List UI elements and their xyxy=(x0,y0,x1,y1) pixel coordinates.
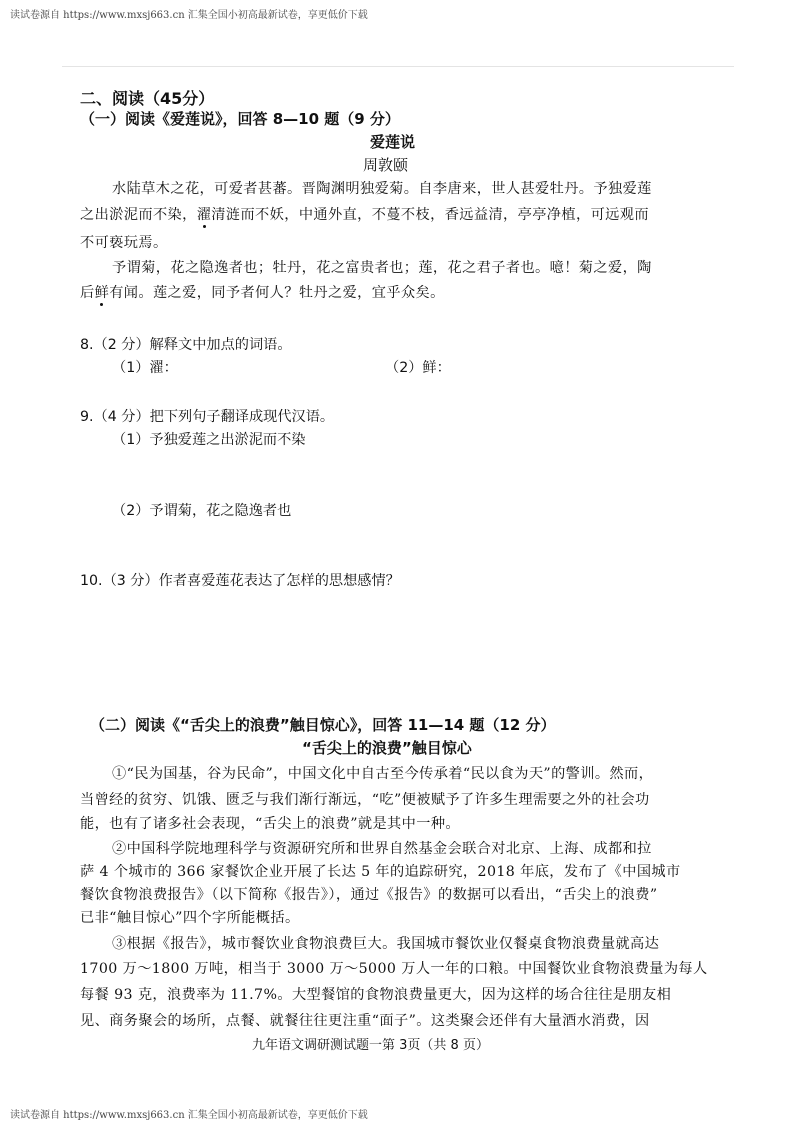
header-divider xyxy=(62,66,734,67)
poem-title: 爱莲说 xyxy=(370,133,416,151)
poem-para1-line2 xyxy=(80,204,649,224)
article-line: 每餐 93 克，浪费率为 11.7%。大型餐馆的食物浪费量更大，因为这样的场合往往是朋友相 xyxy=(80,987,672,1003)
poem-para2-line1: 予谓菊，花之隐逸者也；牡丹，花之富贵者也；莲，花之君子者也。噫！菊之爱，陶 xyxy=(112,260,652,276)
article-line: 能，也有了诸多社会表现，“舌尖上的浪费”就是其中一种。 xyxy=(80,816,460,832)
poem-para1-line3: 不可亵玩焉。 xyxy=(80,235,168,251)
article-line: 1700 万～1800 万吨，相当于 3000 万～5000 万人一年的口粮。中国餐饮业食物浪费量为每人 xyxy=(80,961,708,977)
article-line: 萨 4 个城市的 366 家餐饮企业开展了长达 5 年的追踪研究，2018 年底，发布了《中国城市 xyxy=(80,864,681,880)
question-9: 9.（4 分）把下列句子翻译成现代汉语。 xyxy=(80,409,335,425)
question-8: 8.（2 分）解释文中加点的词语。 xyxy=(80,337,292,353)
poem-para2-line2 xyxy=(80,282,445,302)
question-8-2: （2）鲜： xyxy=(385,360,451,376)
dotted-word-zhuo: 濯 xyxy=(196,207,212,223)
page-footer: 九年语文调研测试题一第 3页（共 8 页） xyxy=(252,1038,489,1053)
part1-heading: （一）阅读《爱莲说》，回答 8—10 题（9 分） xyxy=(80,110,400,128)
source-banner-top: 读试卷源自 https://www.mxsj663.cn 汇集全国小初高最新试卷，享更低价下载 xyxy=(10,10,368,21)
source-banner-bottom: 读试卷源自 https://www.mxsj663.cn 汇集全国小初高最新试卷，享更低价下载 xyxy=(10,1110,368,1121)
article-line: 见、商务聚会的场所，点餐、就餐往往更注重“面子”。这类聚会还伴有大量酒水消费，因 xyxy=(80,1013,650,1029)
dotted-word-xian: 鲜 xyxy=(94,285,110,301)
poem-author: 周敦颐 xyxy=(363,156,409,174)
article-title: “舌尖上的浪费”触目惊心 xyxy=(302,739,472,757)
text-span: 后 xyxy=(80,285,95,301)
article-line: ①“民为国基，谷为民命”，中国文化中自古至今传承着“民以食为天”的警训。然而， xyxy=(112,766,654,782)
article-line: ②中国科学院地理科学与资源研究所和世界自然基金会联合对北京、上海、成都和拉 xyxy=(112,841,652,857)
question-8-1: （1）濯： xyxy=(112,360,178,376)
question-9-2: （2）予谓菊，花之隐逸者也 xyxy=(112,503,292,519)
question-9-1: （1）予独爱莲之出淤泥而不染 xyxy=(112,432,306,448)
text-span: 清涟而不妖，中通外直，不蔓不枝，香远益清，亭亭净植，可远观而 xyxy=(211,207,649,223)
section-title: 二、阅读（45分） xyxy=(80,89,215,108)
article-line: ③根据《报告》，城市餐饮业食物浪费巨大。我国城市餐饮业仅餐桌食物浪费量就高达 xyxy=(112,936,660,952)
text-span: 之出淤泥而不染， xyxy=(80,207,197,223)
article-line: 餐饮食物浪费报告》（以下简称《报告》），通过《报告》的数据可以看出，“舌尖上的浪费” xyxy=(80,887,658,903)
article-line: 已非“触目惊心”四个字所能概括。 xyxy=(80,910,300,926)
article-line: 当曾经的贫穷、饥饿、匮乏与我们渐行渐远，“吃”便被赋予了许多生理需要之外的社会功 xyxy=(80,792,650,808)
text-span: 有闻。莲之爱，同予者何人？牡丹之爱，宜乎众矣。 xyxy=(109,285,445,301)
poem-para1-line1: 水陆草木之花，可爱者甚蕃。晋陶渊明独爱菊。自李唐来，世人甚爱牡丹。予独爱莲 xyxy=(112,181,652,197)
question-10: 10.（3 分）作者喜爱莲花表达了怎样的思想感情？ xyxy=(80,573,400,589)
part2-heading: （二）阅读《“舌尖上的浪费”触目惊心》，回答 11—14 题（12 分） xyxy=(90,716,556,734)
